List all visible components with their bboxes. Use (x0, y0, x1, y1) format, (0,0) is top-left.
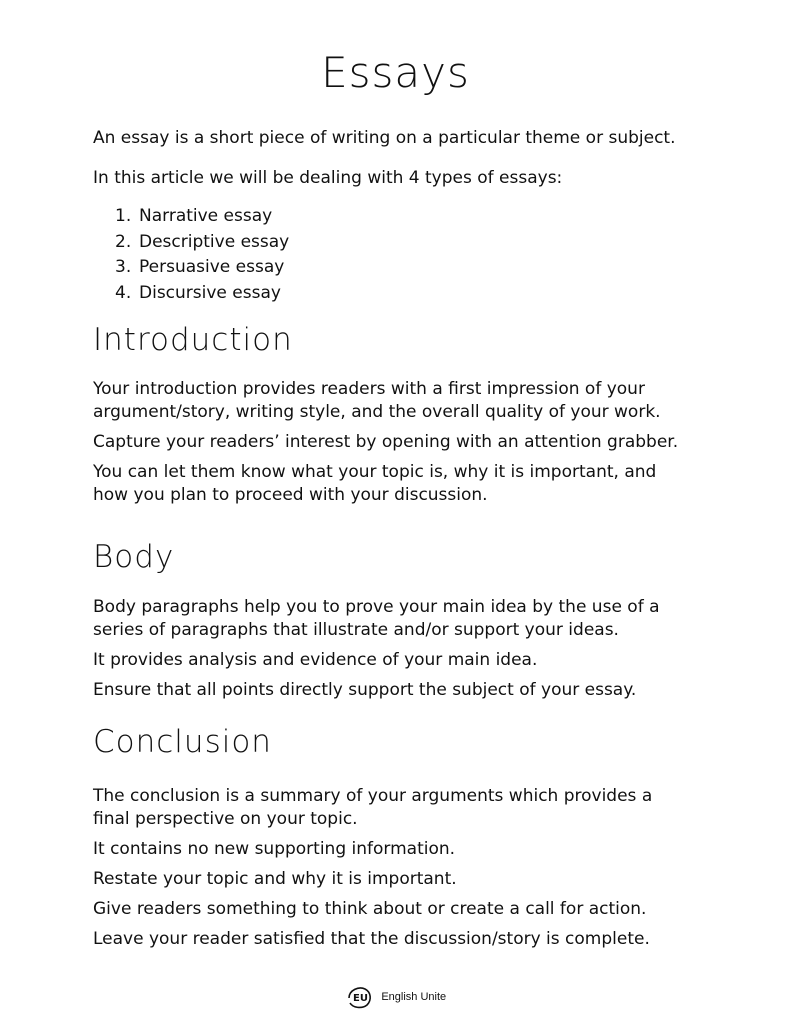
section-heading-introduction: Introduction (93, 322, 293, 358)
page-title: Essays (321, 48, 470, 97)
list-item: 2. Descriptive essay (115, 231, 290, 252)
paragraph-line: how you plan to proceed with your discussion. (93, 485, 488, 505)
paragraph-line: final perspective on your topic. (93, 809, 358, 829)
paragraph-line: Your introduction provides readers with a first impression of your (93, 379, 645, 399)
paragraph-line: You can let them know what your topic is, why it is important, and (93, 462, 657, 482)
paragraph-line: It contains no new supporting information. (93, 839, 456, 859)
types-intro-text: In this article we will be dealing with 4 types of essays: (93, 168, 563, 188)
paragraph-line: Give readers something to think about or create a call for action. (93, 899, 647, 919)
list-item: 1. Narrative essay (115, 206, 273, 226)
paragraph-line: Capture your readers’ interest by opening with an attention grabber. (93, 432, 679, 452)
list-item: 4. Discursive essay (115, 282, 281, 303)
paragraph-line: Ensure that all points directly support the subject of your essay. (93, 680, 637, 700)
footer (0, 984, 791, 1010)
footer-brand-text: English Unite (381, 991, 447, 1003)
section-heading-body: Body (93, 539, 175, 575)
definition-text: An essay is a short piece of writing on a particular theme or subject. (93, 128, 676, 148)
section-heading-conclusion: Conclusion (93, 724, 272, 760)
paragraph-line: Leave your reader satisfied that the discussion/story is complete. (93, 929, 650, 949)
svg-text:EU: EU (352, 993, 368, 1004)
paragraph-line: It provides analysis and evidence of your main idea. (93, 650, 538, 670)
list-item: 3. Persuasive essay (115, 257, 285, 277)
paragraph-line: The conclusion is a summary of your arguments which provides a (93, 786, 653, 806)
essay-types-list (115, 204, 289, 306)
paragraph-line: argument/story, writing style, and the overall quality of your work. (93, 402, 661, 422)
paragraph-line: Restate your topic and why it is important. (93, 869, 457, 889)
english-unite-logo-icon (345, 984, 375, 1010)
paragraph-line: Body paragraphs help you to prove your main idea by the use of a (93, 597, 660, 617)
paragraph-line: series of paragraphs that illustrate and/or support your ideas. (93, 620, 619, 640)
